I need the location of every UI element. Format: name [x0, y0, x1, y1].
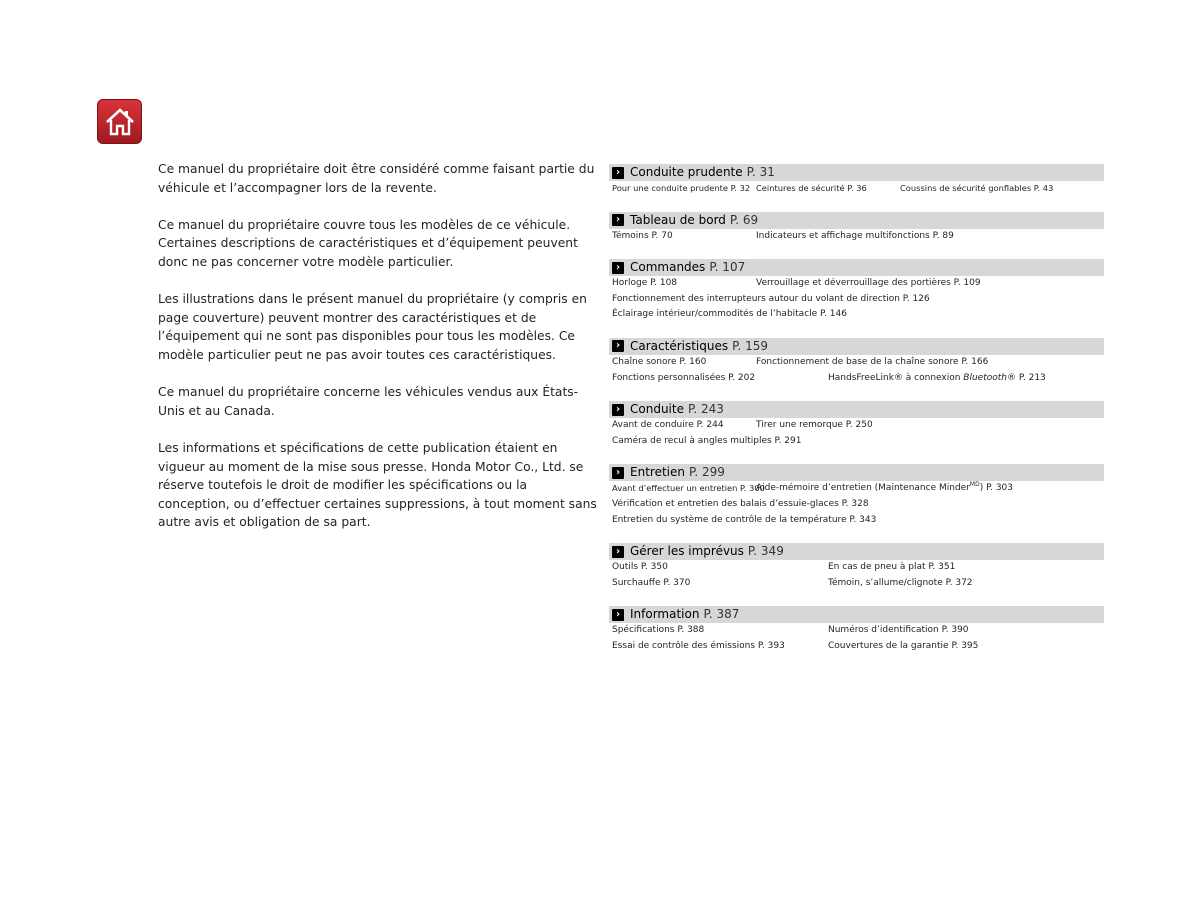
toc-section-gerer-les-imprevus	[609, 543, 1104, 591]
intro-paragraph: Ce manuel du propriétaire doit être considéré comme faisant partie du véhicule et l’accompagner lors de la revente.	[158, 162, 595, 195]
toc-link[interactable]: Numéros d’identification P. 390	[828, 625, 969, 636]
home-button[interactable]	[97, 99, 142, 144]
arrow-right-icon: ›	[612, 340, 624, 352]
toc-link[interactable]: En cas de pneu à plat P. 351	[828, 562, 956, 573]
toc-link[interactable]: Fonctionnement de base de la chaîne sonore P. 166	[756, 356, 989, 367]
toc-section-commandes	[609, 259, 1104, 323]
toc-section-entretien	[609, 464, 1104, 528]
toc-link[interactable]: Vérification et entretien des balais d’essuie-glaces P. 328	[612, 498, 869, 509]
toc-link[interactable]: Chaîne sonore P. 160	[612, 356, 707, 367]
intro-paragraph: Les informations et spécifications de cette publication étaient en vigueur au moment de la mise sous presse. Honda Motor Co., Ltd. se réserve toutefois le droit de modifier les spécifications ou la conception, ou d’effectuer certaines suppressions, à tout moment sans autre avis et obligation de sa part.	[158, 440, 597, 530]
toc-link[interactable]: Fonctionnement des interrupteurs autour du volant de direction P. 126	[612, 293, 930, 304]
toc-link[interactable]: Pour une conduite prudente P. 32	[612, 183, 751, 193]
arrow-right-icon: ›	[612, 262, 624, 274]
toc-heading-caracteristiques[interactable]: › Caractéristiques P. 159	[609, 338, 1104, 355]
toc-link[interactable]: Spécifications P. 388	[612, 625, 705, 636]
toc-section-tableau-de-bord	[609, 212, 1104, 245]
arrow-right-icon: ›	[612, 467, 624, 479]
toc-heading-tableau-de-bord[interactable]: › Tableau de bord P. 69	[609, 212, 1104, 229]
toc-link[interactable]: Ceintures de sécurité P. 36	[756, 183, 867, 193]
arrow-right-icon: ›	[612, 404, 624, 416]
toc-heading-information[interactable]: › Information P. 387	[609, 606, 1104, 623]
toc-heading-conduite-prudente[interactable]: › Conduite prudente P. 31	[609, 164, 1104, 181]
arrow-right-icon: ›	[612, 214, 624, 226]
toc-link[interactable]: Couvertures de la garantie P. 395	[828, 640, 979, 651]
toc-heading-gerer-les-imprevus[interactable]: › Gérer les imprévus P. 349	[609, 543, 1104, 560]
toc-section-conduite	[609, 401, 1104, 449]
toc-link[interactable]: Éclairage intérieur/commodités de l’habitacle P. 146	[612, 309, 847, 320]
arrow-right-icon: ›	[612, 546, 624, 558]
toc-link[interactable]: Témoins P. 70	[612, 230, 673, 241]
intro-text	[158, 160, 598, 550]
toc-section-conduite-prudente	[609, 164, 1104, 197]
arrow-right-icon: ›	[612, 167, 624, 179]
toc-link[interactable]: Entretien du système de contrôle de la température P. 343	[612, 514, 877, 525]
toc-section-caracteristiques	[609, 338, 1104, 386]
toc-link[interactable]: Indicateurs et affichage multifonctions P. 89	[756, 230, 954, 241]
intro-paragraph: Les illustrations dans le présent manuel du propriétaire (y compris en page couverture) peuvent montrer des caractéristiques et de l’équipement qui ne sont pas disponibles pour tous les modèles. Ce modèle particulier peut ne pas avoir toutes ces caractéristiques.	[158, 292, 587, 362]
table-of-contents	[609, 164, 1104, 670]
toc-link[interactable]: Témoin, s’allume/clignote P. 372	[828, 577, 973, 588]
toc-link[interactable]: Caméra de recul à angles multiples P. 291	[612, 435, 802, 446]
toc-link[interactable]: Essai de contrôle des émissions P. 393	[612, 640, 785, 651]
toc-link[interactable]: Tirer une remorque P. 250	[756, 420, 873, 431]
toc-link[interactable]: Surchauffe P. 370	[612, 577, 691, 588]
arrow-right-icon: ›	[612, 609, 624, 621]
toc-link[interactable]: Fonctions personnalisées P. 202	[612, 372, 756, 383]
intro-paragraph: Ce manuel du propriétaire couvre tous les modèles de ce véhicule. Certaines descriptions de caractéristiques et d’équipement peuvent donc ne pas concerner votre modèle particulier.	[158, 217, 578, 269]
toc-link[interactable]: Avant d’effectuer un entretien P. 300	[612, 483, 765, 494]
intro-paragraph: Ce manuel du propriétaire concerne les véhicules vendus aux États-Unis et au Canada.	[158, 385, 579, 418]
toc-section-information	[609, 606, 1104, 654]
toc-link[interactable]: Verrouillage et déverrouillage des portières P. 109	[756, 278, 981, 289]
toc-link[interactable]: HandsFreeLink® à connexion Bluetooth® P. 213	[828, 372, 1046, 383]
toc-heading-entretien[interactable]: › Entretien P. 299	[609, 464, 1104, 481]
toc-heading-conduite[interactable]: › Conduite P. 243	[609, 401, 1104, 418]
toc-link[interactable]: Aide-mémoire d’entretien (Maintenance Minder$^{MD}$) P. 303	[756, 481, 1014, 494]
toc-link[interactable]: Outils P. 350	[612, 562, 668, 573]
home-icon	[104, 106, 136, 138]
toc-heading-commandes[interactable]: › Commandes P. 107	[609, 259, 1104, 276]
toc-link[interactable]: Horloge P. 108	[612, 278, 678, 289]
toc-link[interactable]: Coussins de sécurité gonflables P. 43	[900, 183, 1054, 193]
toc-link[interactable]: Avant de conduire P. 244	[612, 420, 724, 431]
